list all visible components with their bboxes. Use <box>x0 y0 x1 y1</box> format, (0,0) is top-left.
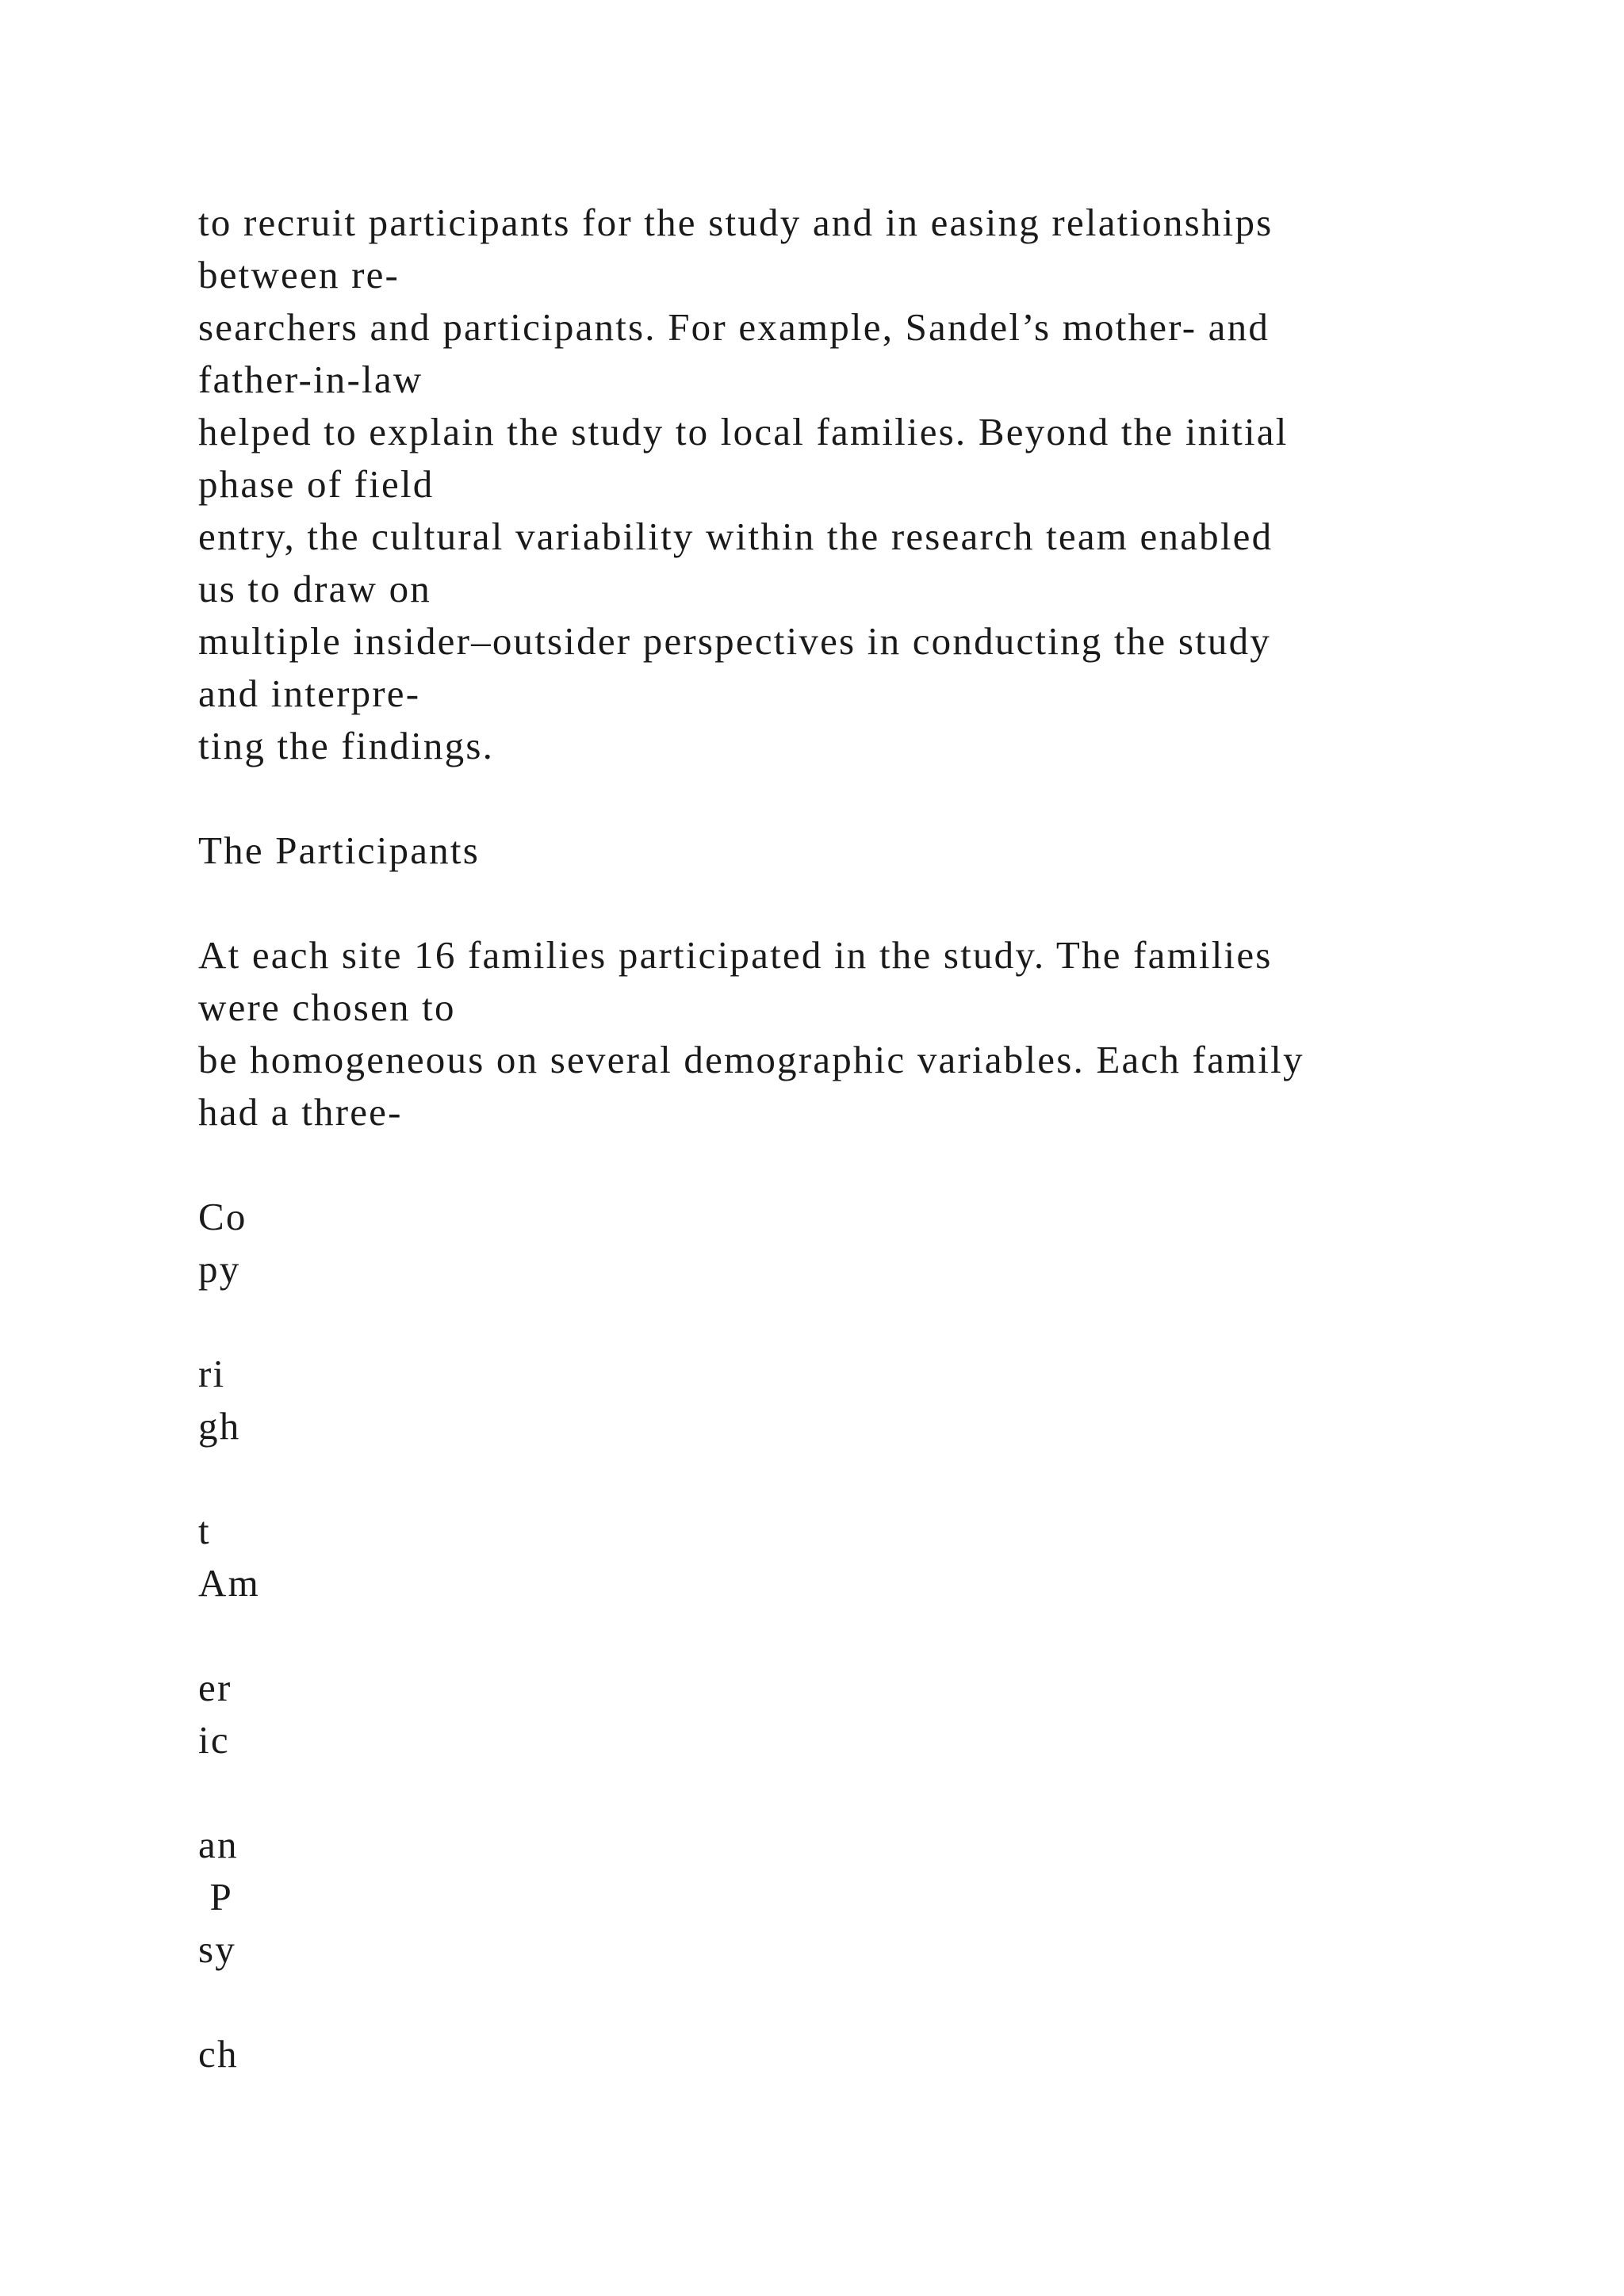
text-line: be homogeneous on several demographic variables. Each family <box>198 1038 1304 1081</box>
section-heading: The Participants <box>198 828 480 872</box>
text-line: phase of field <box>198 462 435 506</box>
blank-line <box>198 1976 1546 2028</box>
paragraph-2 <box>198 929 1546 1138</box>
watermark-fragment: Am <box>198 1561 260 1605</box>
text-line: At each site 16 families participated in the study. The families <box>198 933 1273 977</box>
text-line: searchers and participants. For example, Sandel’s mother- and <box>198 305 1270 349</box>
blank-line <box>198 877 1546 929</box>
text-line: us to draw on <box>198 567 431 610</box>
document-text <box>198 197 1546 2080</box>
text-line: helped to explain the study to local families. Beyond the initial <box>198 410 1289 453</box>
watermark-fragment: py <box>198 1247 241 1291</box>
text-line: and interpre- <box>198 672 421 715</box>
watermark-fragment: ic <box>198 1718 230 1762</box>
paragraph-1 <box>198 197 1546 772</box>
watermark-fragment: t <box>198 1509 211 1552</box>
text-line: were chosen to <box>198 985 456 1029</box>
watermark-fragment: Co <box>198 1195 247 1238</box>
watermark-fragment: P <box>198 1875 233 1919</box>
text-line: between re- <box>198 253 400 297</box>
watermark-fragment: sy <box>198 1927 236 1971</box>
blank-line <box>198 1766 1546 1819</box>
text-line: ting the findings. <box>198 724 495 767</box>
text-line: multiple insider–outsider perspectives in conducting the study <box>198 619 1272 663</box>
text-line: father-in-law <box>198 358 423 401</box>
blank-line <box>198 1452 1546 1505</box>
blank-line <box>198 772 1546 825</box>
text-line: to recruit participants for the study and in easing relationships <box>198 201 1274 244</box>
watermark-fragment: ri <box>198 1352 226 1395</box>
blank-line <box>198 1138 1546 1191</box>
watermark-fragment: gh <box>198 1404 241 1448</box>
text-line: entry, the cultural variability within the research team enabled <box>198 515 1274 558</box>
watermark-fragment: ch <box>198 2032 239 2076</box>
blank-line <box>198 1609 1546 1662</box>
text-line: had a three- <box>198 1090 403 1134</box>
blank-line <box>198 1295 1546 1348</box>
watermark-fragment: an <box>198 1823 239 1866</box>
watermark-fragments <box>198 1191 1546 2080</box>
watermark-fragment: er <box>198 1666 232 1709</box>
